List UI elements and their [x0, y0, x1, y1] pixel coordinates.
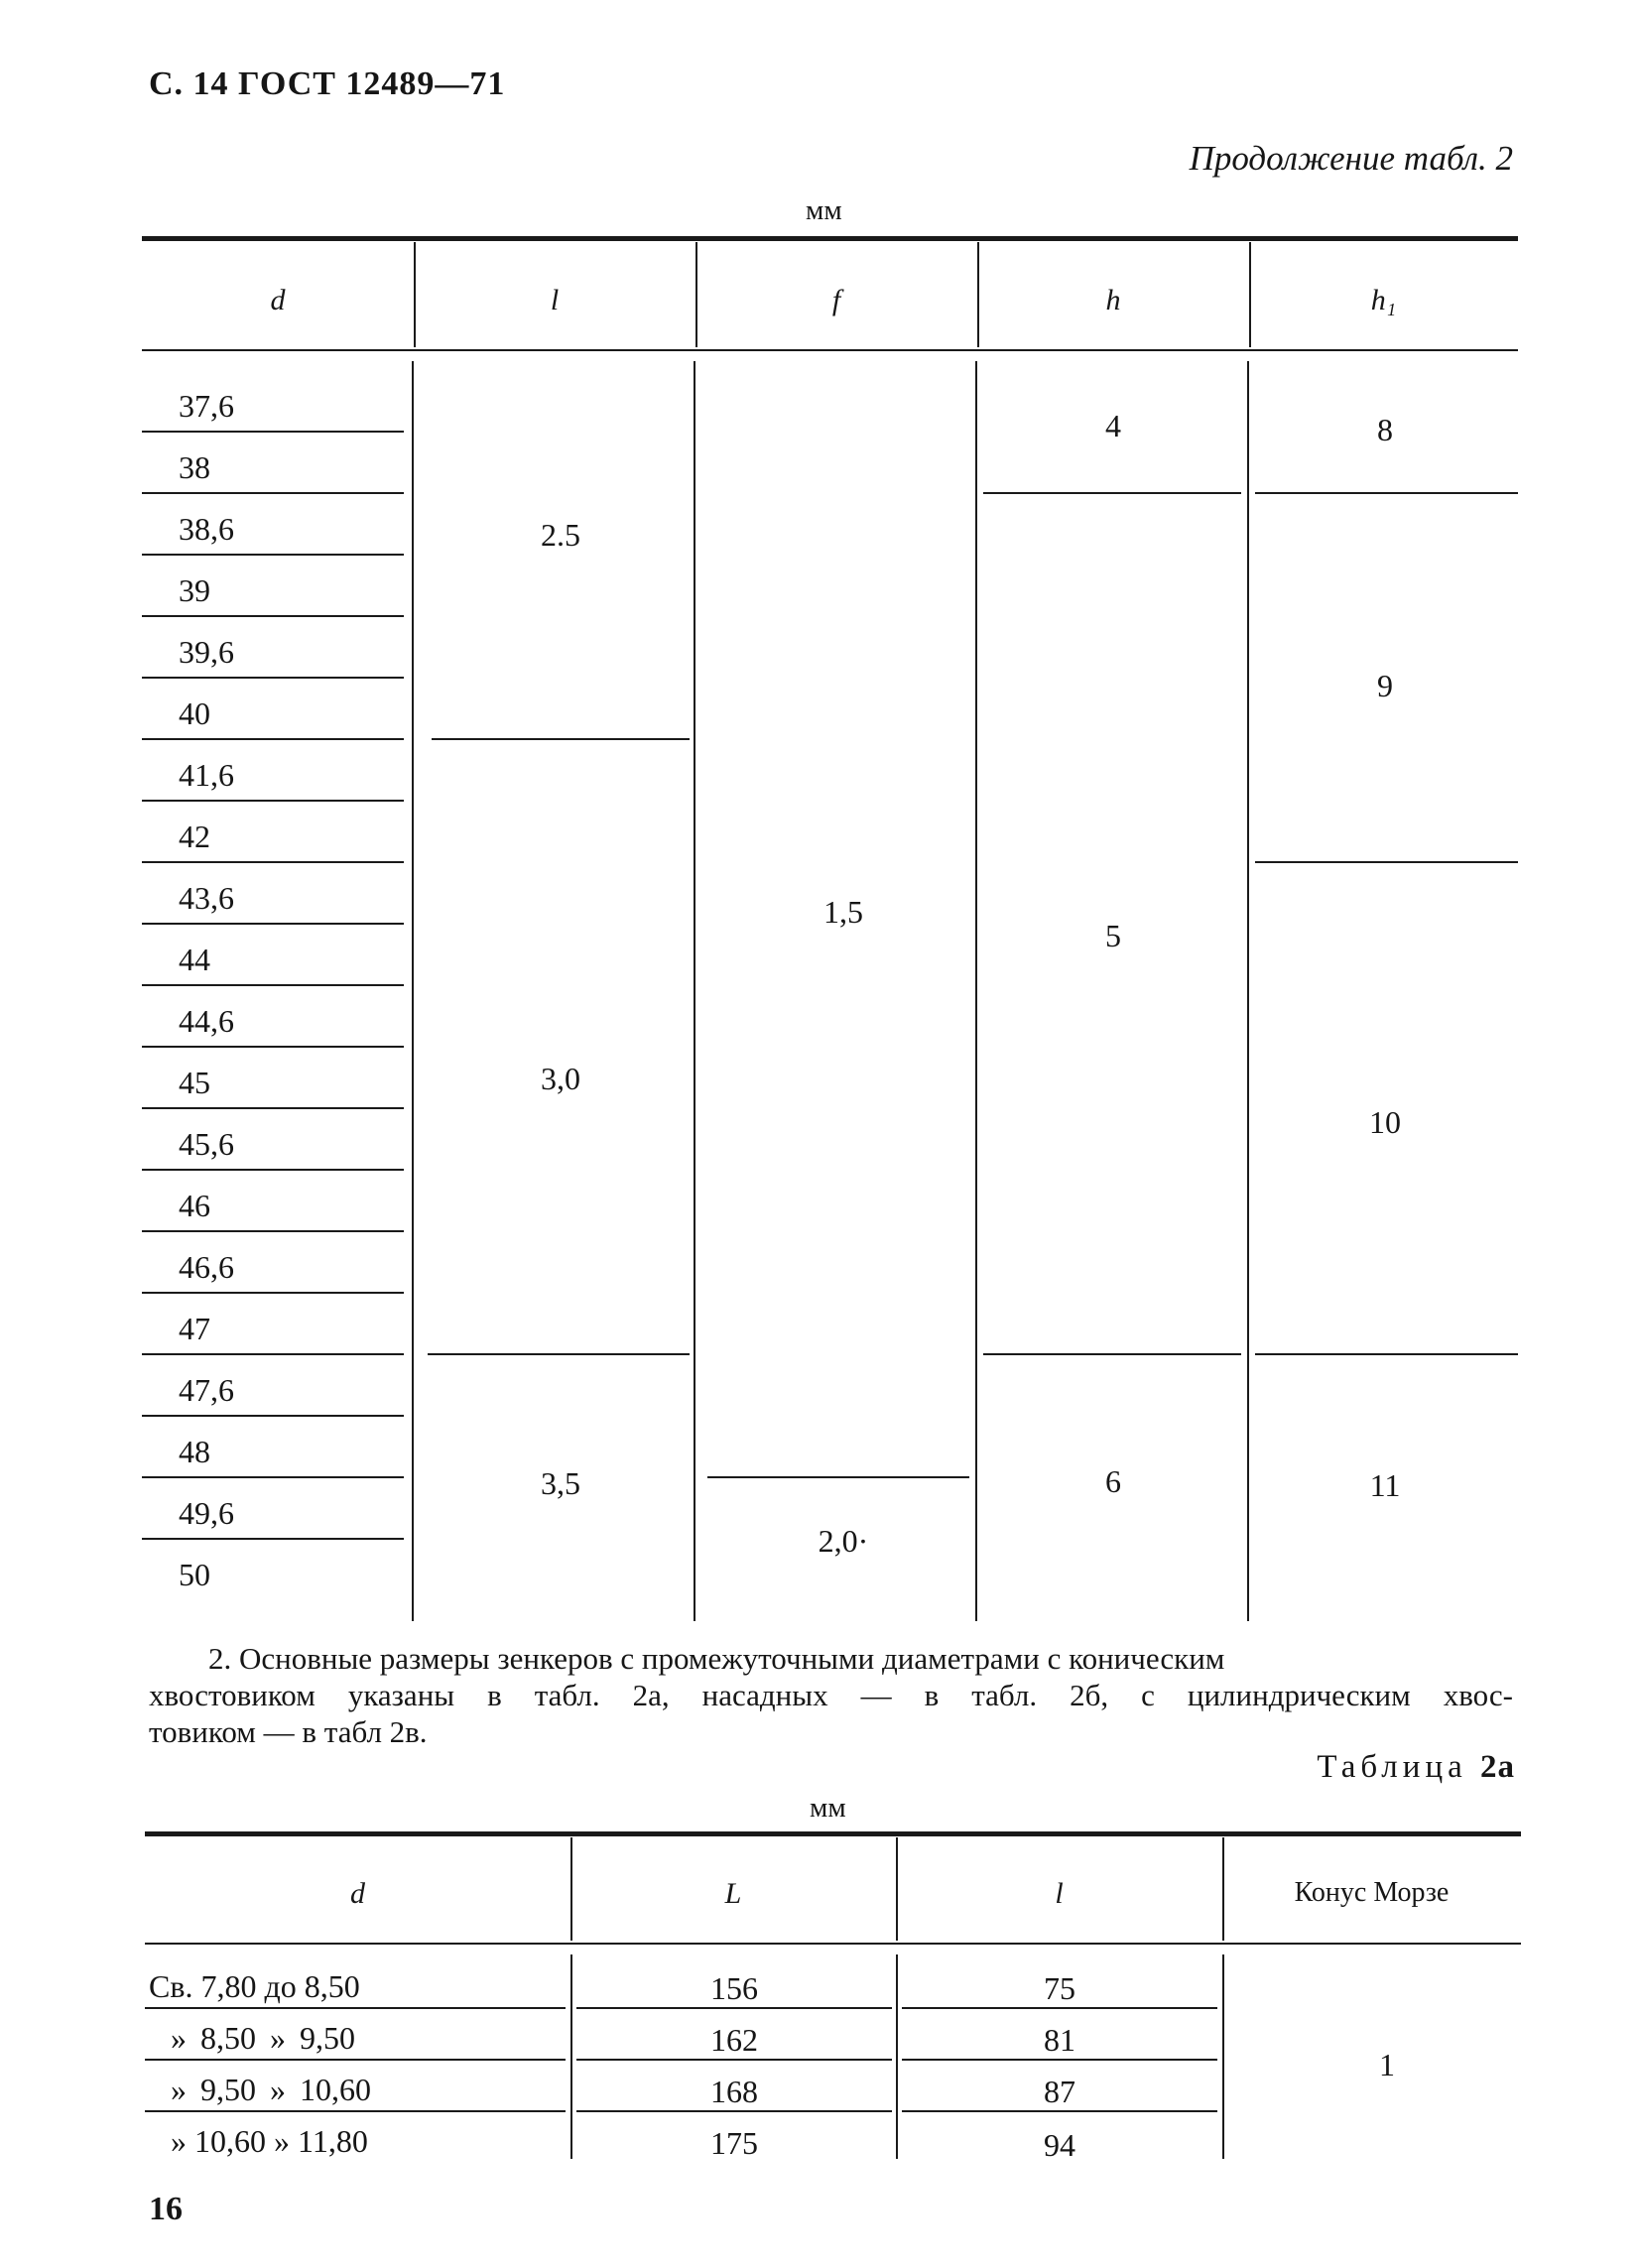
col-header-l: l: [1055, 1877, 1064, 1910]
d-value: 44: [179, 942, 210, 977]
row-rule: [142, 984, 404, 986]
col-header-d: d: [350, 1877, 365, 1910]
d-value: 39,6: [179, 634, 234, 670]
d-value: 39: [179, 572, 210, 608]
table-top-rule: [142, 236, 1518, 241]
note-line: 2. Основные размеры зенкеров с промежуточными диаметрами с коническим: [208, 1641, 1225, 1676]
d-value: 46: [179, 1188, 210, 1223]
table-continuation-label: Продолжение табл. 2: [1189, 139, 1513, 178]
d-value: 37,6: [179, 388, 234, 424]
table-2a-title-prefix: Таблица: [1317, 1749, 1467, 1785]
col-divider: [1247, 361, 1249, 1621]
L-value: 156: [710, 1970, 758, 2006]
col-divider: [414, 242, 416, 347]
row-rule: [902, 2059, 1217, 2061]
d-value: 48: [179, 1434, 210, 1469]
row-rule: [142, 738, 404, 740]
l-value: 2.5: [541, 517, 580, 553]
d-value: 38: [179, 449, 210, 485]
row-rule: [142, 1415, 404, 1417]
h1-value: 8: [1377, 412, 1393, 447]
page-number: 16: [149, 2191, 183, 2227]
d-value: 38,6: [179, 511, 234, 547]
row-rule: [145, 2007, 566, 2009]
row-rule: [145, 2110, 566, 2112]
row-rule: [142, 431, 404, 433]
col-divider: [695, 242, 697, 347]
row-rule: [142, 923, 404, 925]
row-rule: [142, 554, 404, 556]
row-rule: [576, 2007, 892, 2009]
row-rule: [142, 1538, 404, 1540]
col-header-h1: h₁: [1370, 284, 1397, 316]
h-value: 5: [1105, 918, 1121, 953]
d-value: 46,6: [179, 1249, 234, 1285]
f-value: 1,5: [823, 894, 863, 930]
table-2a-title: [1317, 1749, 1515, 1786]
note-line: хвостовиком указаны в табл. 2а, насадных — в табл. 2б, с цилиндрическим хвос-: [149, 1678, 1513, 1712]
h1-value: 11: [1369, 1467, 1401, 1503]
l-value: 3,0: [541, 1061, 580, 1096]
table-top-rule: [145, 1831, 1521, 1836]
row-rule: [142, 1230, 404, 1232]
row-rule: [142, 1169, 404, 1171]
d-value: 45: [179, 1065, 210, 1100]
col-divider: [1249, 242, 1251, 347]
d-range: » 8,50 » 9,50: [171, 2020, 355, 2056]
h-value: 4: [1105, 408, 1121, 443]
col-header-L: L: [724, 1877, 742, 1910]
table-2a-title-number: 2а: [1480, 1749, 1515, 1785]
row-rule: [576, 2110, 892, 2112]
row-rule: [142, 861, 404, 863]
col-divider: [975, 361, 977, 1621]
table-2-unit: мм: [806, 194, 842, 226]
l-value: 81: [1044, 2022, 1075, 2058]
d-value: 42: [179, 819, 210, 854]
col-divider: [570, 1837, 572, 1941]
row-rule: [145, 2059, 566, 2061]
L-value: 175: [710, 2125, 758, 2161]
h-value: 6: [1105, 1463, 1121, 1499]
d-value: 49,6: [179, 1495, 234, 1531]
l-value: 94: [1044, 2127, 1075, 2163]
d-range: » 9,50 » 10,60: [171, 2072, 371, 2107]
f-value: 2,0·: [818, 1523, 869, 1559]
table-2a-unit: мм: [810, 1792, 846, 1824]
d-value: 50: [179, 1557, 210, 1592]
col-divider: [412, 361, 414, 1621]
col-header-h: h: [1105, 284, 1121, 316]
l-value: 87: [1044, 2074, 1075, 2109]
group-rule: [1255, 492, 1518, 494]
note-line: товиком — в табл 2в.: [149, 1714, 428, 1749]
group-rule: [1255, 861, 1518, 863]
col-divider: [570, 1954, 572, 2159]
row-rule: [142, 677, 404, 679]
row-rule: [142, 615, 404, 617]
row-rule: [142, 800, 404, 802]
col-divider: [896, 1954, 898, 2159]
col-header-l: l: [550, 284, 560, 316]
row-rule: [142, 1353, 404, 1355]
d-value: 43,6: [179, 880, 234, 916]
page-header: С. 14 ГОСТ 12489—71: [149, 65, 506, 102]
h1-value: 9: [1377, 668, 1393, 703]
row-rule: [142, 492, 404, 494]
row-rule: [142, 1292, 404, 1294]
d-value: 40: [179, 695, 210, 731]
d-value: 47: [179, 1311, 210, 1346]
L-value: 162: [710, 2022, 758, 2058]
group-rule: [432, 738, 690, 740]
row-rule: [902, 2007, 1217, 2009]
header-bottom-rule: [142, 349, 1518, 351]
d-range: Св. 7,80 до 8,50: [149, 1968, 360, 2004]
col-header-d: d: [270, 284, 286, 316]
morse-taper-value: 1: [1379, 2047, 1395, 2082]
group-rule: [983, 492, 1241, 494]
col-header-morse-taper: Конус Морзе: [1294, 1877, 1450, 1908]
d-value: 45,6: [179, 1126, 234, 1162]
col-divider: [977, 242, 979, 347]
d-value: 41,6: [179, 757, 234, 793]
row-rule: [142, 1046, 404, 1048]
col-divider: [896, 1837, 898, 1941]
row-rule: [902, 2110, 1217, 2112]
d-range: » 10,60 » 11,80: [171, 2123, 368, 2159]
row-rule: [576, 2059, 892, 2061]
L-value: 168: [710, 2074, 758, 2109]
l-value: 3,5: [541, 1465, 580, 1501]
col-divider: [1222, 1837, 1224, 1941]
d-value: 47,6: [179, 1372, 234, 1408]
group-rule: [1255, 1353, 1518, 1355]
note-paragraph: [149, 1640, 1513, 1750]
col-divider: [1222, 1954, 1224, 2159]
header-bottom-rule: [145, 1943, 1521, 1945]
col-header-f: f: [831, 284, 841, 316]
col-divider: [694, 361, 695, 1621]
group-rule: [983, 1353, 1241, 1355]
h1-value: 10: [1369, 1104, 1401, 1140]
l-value: 75: [1044, 1970, 1075, 2006]
row-rule: [142, 1476, 404, 1478]
row-rule: [142, 1107, 404, 1109]
d-value: 44,6: [179, 1003, 234, 1039]
group-rule: [428, 1353, 690, 1355]
group-rule: [707, 1476, 969, 1478]
